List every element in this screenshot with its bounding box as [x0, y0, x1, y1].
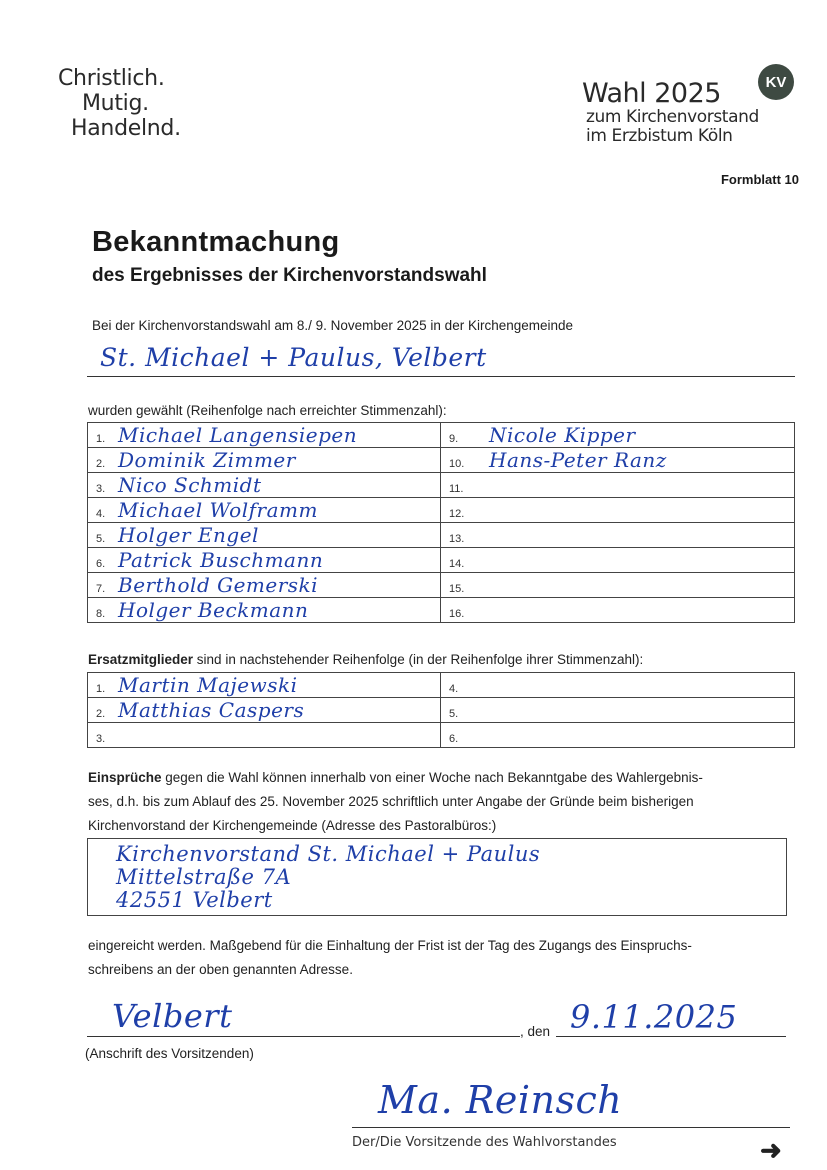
elected-cell-12[interactable]: 12.: [441, 498, 795, 523]
table-row: [88, 448, 795, 473]
substitutes-table: [87, 672, 795, 748]
elected-cell-7[interactable]: 7. Berthold Gemerski: [88, 573, 441, 598]
substitutes-label-bold: Ersatzmitglieder: [88, 652, 194, 667]
signature[interactable]: Ma. Reinsch: [378, 1078, 623, 1122]
intro-text: Bei der Kirchenvorstandswahl am 8./ 9. November 2025 in der Kirchengemeinde: [92, 318, 574, 333]
elected-cell-3[interactable]: 3. Nico Schmidt: [88, 473, 441, 498]
address-box[interactable]: [87, 838, 787, 916]
table-row: [88, 723, 795, 748]
elected-cell-11[interactable]: 11.: [441, 473, 795, 498]
election-subtitle-line-2: im Erzbistum Köln: [586, 126, 733, 146]
page-subtitle: des Ergebnisses der Kirchenvorstandswahl: [92, 265, 487, 286]
signature-line: [352, 1127, 790, 1128]
substitutes-label: [88, 652, 643, 667]
slogan-line-3: Handelnd.: [71, 116, 181, 141]
elected-name: Berthold Gemerski: [118, 573, 319, 597]
table-row: [88, 698, 795, 723]
date-prefix: , den: [520, 1024, 551, 1039]
table-row: [88, 548, 795, 573]
substitute-name: Martin Majewski: [118, 673, 298, 697]
elected-cell-1[interactable]: 1. Michael Langensiepen: [88, 423, 441, 448]
elected-name: Hans-Peter Ranz: [489, 448, 667, 472]
arrow-right-icon[interactable]: ➜: [760, 1135, 782, 1165]
elected-cell-8[interactable]: 8. Holger Beckmann: [88, 598, 441, 623]
elected-name: Nicole Kipper: [489, 423, 636, 447]
form-number: Formblatt 10: [720, 172, 799, 187]
parish-name[interactable]: St. Michael + Paulus, Velbert: [100, 343, 487, 372]
page-title: Bekanntmachung: [92, 226, 340, 258]
elected-cell-4[interactable]: 4. Michael Wolframm: [88, 498, 441, 523]
elected-cell-15[interactable]: 15.: [441, 573, 795, 598]
substitute-cell-5[interactable]: 5.: [441, 698, 795, 723]
elected-table: [87, 422, 795, 623]
elected-name: Michael Wolframm: [118, 498, 318, 522]
place-field[interactable]: Velbert: [112, 997, 233, 1035]
substitute-cell-4[interactable]: 4.: [441, 673, 795, 698]
table-row: [88, 523, 795, 548]
submission-text: eingereicht werden. Maßgebend für die Einhaltung der Frist ist der Tag des Zugangs des Einspruchs- schreibens an der oben genannten Adresse.: [88, 938, 692, 977]
substitutes-label-rest: sind in nachstehender Reihenfolge (in der Reihenfolge ihrer Stimmenzahl):: [193, 652, 644, 667]
substitute-cell-2[interactable]: 2. Matthias Caspers: [88, 698, 441, 723]
substitute-name: Matthias Caspers: [118, 698, 305, 722]
parish-line: [87, 376, 795, 377]
elected-cell-6[interactable]: 6. Patrick Buschmann: [88, 548, 441, 573]
elected-name: Holger Beckmann: [118, 598, 309, 622]
substitute-cell-3[interactable]: 3.: [88, 723, 441, 748]
kv-badge-logo: KV: [758, 64, 794, 100]
elected-cell-5[interactable]: 5. Holger Engel: [88, 523, 441, 548]
table-row: [88, 423, 795, 448]
objection-bold: Einsprüche: [88, 770, 162, 785]
substitute-cell-6[interactable]: 6.: [441, 723, 795, 748]
elected-label: wurden gewählt (Reihenfolge nach erreichter Stimmenzahl):: [88, 403, 447, 418]
slogan-line-2: Mutig.: [82, 91, 149, 116]
table-row: [88, 498, 795, 523]
elected-cell-13[interactable]: 13.: [441, 523, 795, 548]
election-title: Wahl 2025: [582, 78, 721, 109]
elected-cell-14[interactable]: 14.: [441, 548, 795, 573]
elected-name: Holger Engel: [118, 523, 259, 547]
substitute-cell-1[interactable]: 1. Martin Majewski: [88, 673, 441, 698]
elected-name: Michael Langensiepen: [118, 423, 358, 447]
address-line-3: 42551 Velbert: [116, 888, 273, 912]
election-subtitle: [586, 108, 759, 146]
table-row: [88, 473, 795, 498]
elected-cell-2[interactable]: 2. Dominik Zimmer: [88, 448, 441, 473]
address-line-1: Kirchenvorstand St. Michael + Paulus: [116, 842, 541, 866]
table-row: [88, 573, 795, 598]
slogan: [58, 66, 181, 141]
elected-name: Patrick Buschmann: [118, 548, 324, 572]
address-line-2: Mittelstraße 7A: [116, 865, 292, 889]
elected-cell-10[interactable]: 10. Hans-Peter Ranz: [441, 448, 795, 473]
date-field[interactable]: 9.11.2025: [570, 998, 738, 1036]
date-line: [556, 1036, 786, 1037]
place-line: [87, 1036, 520, 1037]
elected-name: Nico Schmidt: [118, 473, 262, 497]
place-caption: (Anschrift des Vorsitzenden): [85, 1046, 254, 1061]
table-row: [88, 673, 795, 698]
elected-cell-9[interactable]: 9. Nicole Kipper: [441, 423, 795, 448]
slogan-line-1: Christlich.: [58, 66, 165, 91]
elected-name: Dominik Zimmer: [118, 448, 296, 472]
objection-text: Einsprüche gegen die Wahl können innerhalb von einer Woche nach Bekanntgabe des Wahlergebnis- ses, d.h. bis zum Ablauf des 25. November 2025 schriftlich unter Angabe der Gründe beim bisherigen Kirchenvorstand der Kirchengemeinde (Adresse des Pastoralbüros:): [88, 770, 703, 833]
signature-caption: Der/Die Vorsitzende des Wahlvorstandes: [352, 1135, 617, 1150]
election-subtitle-line-1: zum Kirchenvorstand: [586, 107, 759, 127]
elected-cell-16[interactable]: 16.: [441, 598, 795, 623]
table-row: [88, 598, 795, 623]
